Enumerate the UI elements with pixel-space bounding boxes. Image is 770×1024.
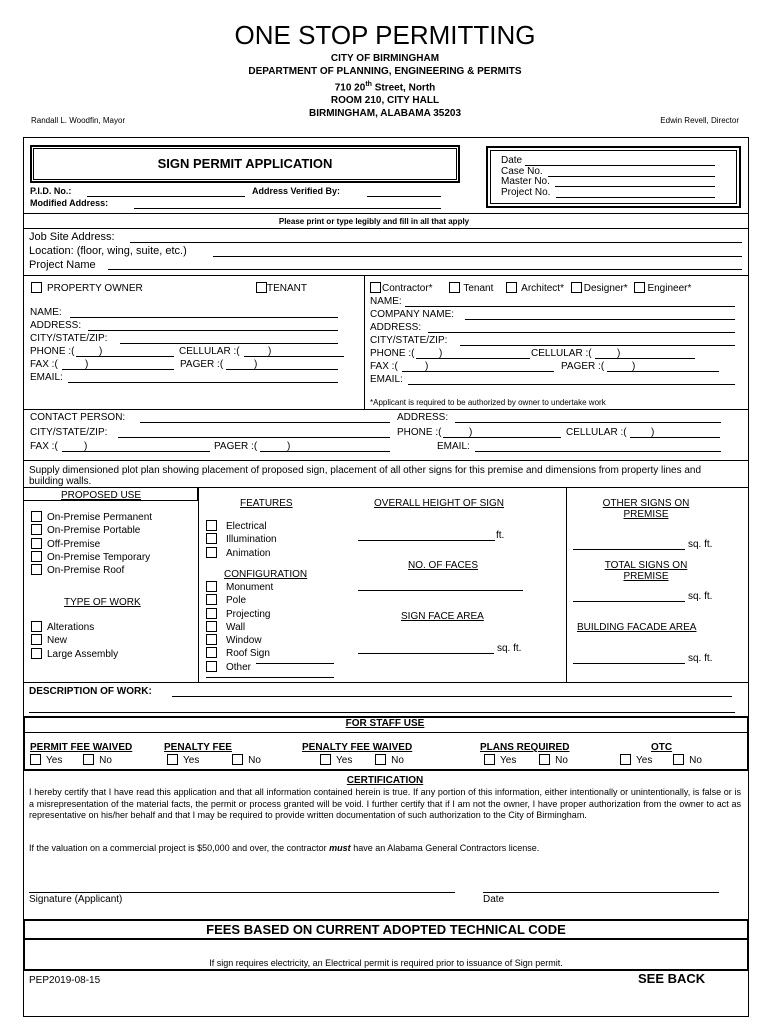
project-name-label: Project Name (29, 259, 96, 271)
checkbox[interactable] (206, 520, 217, 531)
fees-heading: FEES BASED ON CURRENT ADOPTED TECHNICAL CODE (206, 922, 566, 937)
facade-field[interactable] (573, 663, 685, 664)
paren: ) (99, 346, 103, 357)
paren: ) (439, 348, 443, 359)
owner-contractor-divider (364, 275, 365, 410)
proposed-use-option[interactable]: Off-Premise (31, 538, 152, 551)
other-config-field[interactable] (256, 663, 334, 664)
divider-vertical (566, 487, 567, 682)
no-label: No (248, 755, 261, 766)
checkbox[interactable] (206, 661, 217, 672)
contractor-address-field[interactable] (428, 332, 735, 333)
total-signs-heading: TOTAL SIGNS ON PREMISE (604, 560, 688, 582)
contractor-email-field[interactable] (408, 384, 735, 385)
contractor-city-label: CITY/STATE/ZIP: (370, 335, 448, 346)
paren: ) (85, 359, 89, 370)
face-area-field[interactable] (358, 653, 494, 654)
configuration-option[interactable]: Roof Sign (206, 647, 273, 660)
owner-fax-field[interactable] (62, 369, 174, 370)
owner-cellular-label: CELLULAR :( (179, 346, 240, 357)
yes-checkbox[interactable] (30, 754, 41, 765)
contractor-fax-label: FAX :( (370, 361, 398, 372)
yes-label: Yes (500, 755, 517, 766)
date-label: Date (501, 155, 523, 166)
plot-plan-instructions: Supply dimensioned plot plan showing placement of proposed sign, placement of all other signs for this premise and dimensions from property lines and building walls. (29, 465, 702, 487)
staff-heading: FOR STAFF USE (345, 718, 425, 729)
director-name: Edwin Revell, Director (660, 116, 739, 125)
otc-options (620, 754, 702, 766)
type-of-work-heading: TYPE OF WORK (64, 597, 141, 608)
divider (23, 732, 749, 733)
yes-checkbox[interactable] (320, 754, 331, 765)
divider (23, 682, 749, 683)
application-title: SIGN PERMIT APPLICATION (157, 156, 333, 171)
feature-option[interactable]: Animation (206, 547, 277, 560)
property-owner-checkbox[interactable] (31, 282, 42, 293)
type-of-work-option[interactable]: Alterations (31, 621, 118, 634)
instructions: Please print or type legibly and fill in all that apply (278, 217, 470, 226)
sqft-unit: sq. ft. (688, 539, 713, 550)
proposed-use-option[interactable]: On-Premise Portable (31, 524, 152, 537)
paren: ) (469, 427, 473, 438)
checkbox[interactable] (31, 551, 42, 562)
contact-person-field[interactable] (140, 422, 390, 423)
configuration-option[interactable]: Pole (206, 594, 273, 607)
signature-field[interactable] (29, 892, 455, 893)
contact-address-label: ADDRESS: (397, 412, 449, 423)
mayor-name: Randall L. Woodfin, Mayor (31, 116, 126, 125)
pid-label: P.I.D. No.: (30, 186, 72, 196)
tenant-checkbox[interactable] (256, 282, 267, 293)
contact-pager-label: PAGER :( (214, 441, 258, 452)
contact-phone-field[interactable] (443, 437, 561, 438)
sqft-unit: sq. ft. (688, 653, 713, 664)
contact-fax-label: FAX :( (30, 441, 58, 452)
feature-option[interactable]: Illumination (206, 533, 277, 546)
project-no-field[interactable] (556, 197, 715, 198)
office-use-labels (501, 156, 550, 198)
pid-field[interactable] (87, 196, 245, 197)
paren: ) (617, 348, 621, 359)
penalty-fee-label: PENALTY FEE (164, 742, 232, 753)
plans-required-options (484, 754, 568, 766)
owner-pager-field[interactable] (226, 369, 338, 370)
case-no-label: Case No. (501, 165, 543, 177)
project-name-field[interactable] (108, 269, 742, 270)
faces-heading: NO. OF FACES (408, 560, 479, 571)
owner-phone-field[interactable] (76, 356, 174, 357)
street-line: 710 20th Street, North (334, 81, 436, 94)
case-no-field[interactable] (548, 176, 715, 177)
description-field[interactable] (172, 696, 732, 697)
contact-address-field[interactable] (455, 422, 721, 423)
contact-pager-field[interactable] (260, 451, 390, 452)
description-field-2[interactable] (29, 712, 735, 713)
penalty-fee-waived-label: PENALTY FEE WAIVED (302, 742, 413, 753)
company-name-label: COMPANY NAME: (370, 309, 455, 320)
owner-address-label: ADDRESS: (30, 320, 82, 331)
date-signed-field[interactable] (483, 892, 719, 893)
owner-city-field[interactable] (120, 343, 338, 344)
checkbox[interactable] (206, 581, 217, 592)
page-title: ONE STOP PERMITTING (234, 20, 536, 50)
contact-cellular-field[interactable] (630, 437, 720, 438)
owner-city-label: CITY/STATE/ZIP: (30, 333, 108, 344)
divider (23, 938, 749, 940)
type-of-work-option[interactable]: Large Assembly (31, 648, 118, 661)
master-no-field[interactable] (555, 186, 715, 187)
contact-city-field[interactable] (118, 437, 390, 438)
job-site-field[interactable] (130, 242, 742, 243)
description-label: DESCRIPTION OF WORK: (29, 686, 152, 697)
proposed-use-heading: PROPOSED USE (61, 490, 142, 501)
type-of-work-list (31, 621, 118, 661)
contractor-pager-field[interactable] (607, 371, 719, 372)
designer-option-label: Designer* (583, 283, 628, 294)
divider (23, 409, 749, 410)
faces-field[interactable] (358, 590, 523, 591)
proposed-use-option[interactable]: On-Premise Permanent (31, 511, 152, 524)
total-signs-field[interactable] (573, 601, 685, 602)
proposed-use-option[interactable]: On-Premise Roof (31, 564, 152, 577)
no-checkbox[interactable] (539, 754, 550, 765)
proposed-use-option[interactable]: On-Premise Temporary (31, 551, 152, 564)
configuration-option[interactable]: Monument (206, 581, 273, 594)
checkbox[interactable] (206, 647, 217, 658)
divider (23, 228, 749, 229)
contact-email-label: EMAIL: (437, 441, 470, 452)
checkbox[interactable] (206, 608, 217, 619)
owner-cellular-field[interactable] (244, 356, 344, 357)
certification-text: I hereby certify that I have read this application and that all information contained herein is true. If any portion of this information, either intentionally or unintentionally, is false or is a misrepresentation of the material facts, the permit or process granted will be void. I further certify that if I am not the owner, I have proper authorization from the owner to act as representative on his/her behalf and that I may be required to provide written documentation of such authorization to the City of Birmingham. (29, 787, 741, 820)
contractor-option-label: Contractor* (382, 283, 433, 294)
contractor-pager-label: PAGER :( (561, 361, 605, 372)
location-label: Location: (floor, wing, suite, etc.) (29, 245, 187, 257)
configuration-option[interactable]: Wall (206, 621, 273, 634)
features-heading: FEATURES (240, 498, 293, 509)
ft-unit: ft. (496, 530, 505, 541)
checkbox[interactable] (31, 634, 42, 645)
divider-vertical (198, 487, 199, 682)
checkbox[interactable] (206, 533, 217, 544)
permit-fee-waived-label: PERMIT FEE WAIVED (30, 742, 133, 753)
owner-pager-label: PAGER :( (180, 359, 224, 370)
tenant-option[interactable]: TENANT (256, 282, 307, 294)
checkbox[interactable] (31, 524, 42, 535)
modified-address-label: Modified Address: (30, 198, 109, 208)
paren: ) (425, 361, 429, 372)
configuration-heading: CONFIGURATION (224, 569, 308, 580)
yes-checkbox[interactable] (167, 754, 178, 765)
checkbox[interactable] (31, 648, 42, 659)
proposed-use-header-box (23, 487, 198, 501)
yes-label: Yes (636, 755, 653, 766)
plans-required-label: PLANS REQUIRED (480, 742, 570, 753)
divider (23, 213, 749, 214)
contact-person-label: CONTACT PERSON: (30, 412, 126, 423)
contractor-city-field[interactable] (460, 345, 735, 346)
tenant-option-label: Tenant (463, 283, 494, 294)
contractor-phone-label: PHONE :( (370, 348, 415, 359)
type-of-work-option[interactable]: New (31, 634, 118, 647)
paren: ) (254, 359, 258, 370)
proposed-use-list (31, 511, 152, 577)
checkbox[interactable] (206, 594, 217, 605)
city-name: CITY OF BIRMINGHAM (330, 53, 440, 64)
contact-cellular-label: CELLULAR :( (566, 427, 627, 438)
feature-option[interactable]: Electrical (206, 520, 277, 533)
see-back-label: SEE BACK (638, 971, 706, 986)
paren: ) (268, 346, 272, 357)
sqft-unit: sq. ft. (688, 591, 713, 602)
signature-label: Signature (Applicant) (29, 894, 123, 905)
paren: ) (84, 441, 88, 452)
contact-email-field[interactable] (475, 451, 721, 452)
owner-address-field[interactable] (88, 330, 338, 331)
features-list (206, 520, 277, 560)
yes-label: Yes (46, 755, 63, 766)
facade-heading: BUILDING FACADE AREA (577, 622, 697, 633)
checkbox[interactable] (206, 634, 217, 645)
configuration-list (206, 581, 273, 674)
paren: ) (632, 361, 636, 372)
other-config-field-2[interactable] (206, 677, 334, 678)
company-name-field[interactable] (465, 319, 735, 320)
yes-label: Yes (336, 755, 353, 766)
divider (23, 275, 749, 276)
valuation-note: If the valuation on a commercial project is $50,000 and over, the contractor must have an Alabama General Contractors license. (29, 843, 540, 853)
yes-label: Yes (183, 755, 200, 766)
no-label: No (689, 755, 702, 766)
face-area-heading: SIGN FACE AREA (401, 611, 484, 622)
authorization-note: *Applicant is required to be authorized by owner to undertake work (370, 398, 606, 407)
engineer-checkbox[interactable] (634, 282, 645, 293)
job-site-label: Job Site Address: (29, 231, 115, 243)
penalty-fee-options (167, 754, 261, 766)
configuration-option[interactable]: Window (206, 634, 273, 647)
no-checkbox[interactable] (232, 754, 243, 765)
owner-name-label: NAME: (30, 307, 62, 318)
form-code: PEP2019-08-15 (29, 975, 101, 986)
date-field[interactable] (525, 165, 715, 166)
date-signed-label: Date (483, 894, 505, 905)
contact-phone-label: PHONE :( (397, 427, 442, 438)
master-no-label: Master No. (501, 176, 550, 187)
divider (23, 460, 749, 461)
checkbox[interactable] (31, 538, 42, 549)
no-checkbox[interactable] (375, 754, 386, 765)
owner-name-field[interactable] (70, 317, 338, 318)
owner-fax-label: FAX :( (30, 359, 58, 370)
contractor-cellular-field[interactable] (595, 358, 695, 359)
designer-checkbox[interactable] (571, 282, 582, 293)
address-verified-field[interactable] (367, 196, 441, 197)
otc-label: OTC (651, 742, 673, 753)
architect-checkbox[interactable] (506, 282, 517, 293)
checkbox[interactable] (206, 547, 217, 558)
engineer-option-label: Engineer* (647, 283, 692, 294)
contractor-name-label: NAME: (370, 296, 402, 307)
project-no-label: Project No. (501, 186, 551, 198)
room-line: ROOM 210, CITY HALL (330, 95, 440, 107)
certification-heading: CERTIFICATION (346, 775, 424, 786)
contractor-email-label: EMAIL: (370, 374, 403, 385)
permit-fee-waived-options (30, 754, 112, 766)
architect-option-label: Architect* (521, 283, 564, 294)
location-field[interactable] (213, 256, 742, 257)
paren: ) (287, 441, 291, 452)
owner-email-label: EMAIL: (30, 372, 63, 383)
paren: ) (651, 427, 655, 438)
contractor-options (370, 282, 691, 294)
contractor-address-label: ADDRESS: (370, 322, 422, 333)
address-verified-label: Address Verified By: (252, 186, 341, 196)
no-checkbox[interactable] (673, 754, 684, 765)
owner-phone-label: PHONE :( (30, 346, 75, 357)
contractor-name-field[interactable] (405, 306, 735, 307)
contractor-cellular-label: CELLULAR :( (531, 348, 592, 359)
configuration-option[interactable]: Other (206, 661, 273, 674)
contact-city-label: CITY/STATE/ZIP: (30, 427, 108, 438)
checkbox[interactable] (206, 621, 217, 632)
penalty-fee-waived-options (320, 754, 404, 766)
configuration-option[interactable]: Projecting (206, 608, 273, 621)
department-name: DEPARTMENT OF PLANNING, ENGINEERING & PERMITS (248, 66, 522, 77)
address-block (0, 52, 770, 120)
overall-height-field[interactable] (358, 540, 495, 541)
other-signs-field[interactable] (573, 549, 685, 550)
no-label: No (391, 755, 404, 766)
yes-checkbox[interactable] (484, 754, 495, 765)
checkbox[interactable] (31, 511, 42, 522)
contractor-phone-field[interactable] (416, 358, 530, 359)
electrical-note: If sign requires electricity, an Electrical permit is required prior to issuance of Sign permit. (209, 958, 563, 968)
yes-checkbox[interactable] (620, 754, 631, 765)
other-signs-heading: OTHER SIGNS ON PREMISE (602, 498, 690, 520)
contractor-checkbox[interactable] (370, 282, 381, 293)
owner-email-field[interactable] (68, 382, 338, 383)
checkbox[interactable] (31, 564, 42, 575)
no-label: No (555, 755, 568, 766)
no-checkbox[interactable] (83, 754, 94, 765)
sqft-unit: sq. ft. (497, 643, 522, 654)
property-owner-option[interactable]: PROPERTY OWNER (31, 282, 143, 294)
modified-address-field[interactable] (134, 208, 441, 209)
overall-height-heading: OVERALL HEIGHT OF SIGN (374, 498, 505, 509)
no-label: No (99, 755, 112, 766)
checkbox[interactable] (31, 621, 42, 632)
tenant-contractor-checkbox[interactable] (449, 282, 460, 293)
city-state-line: BIRMINGHAM, ALABAMA 35203 (308, 108, 462, 120)
